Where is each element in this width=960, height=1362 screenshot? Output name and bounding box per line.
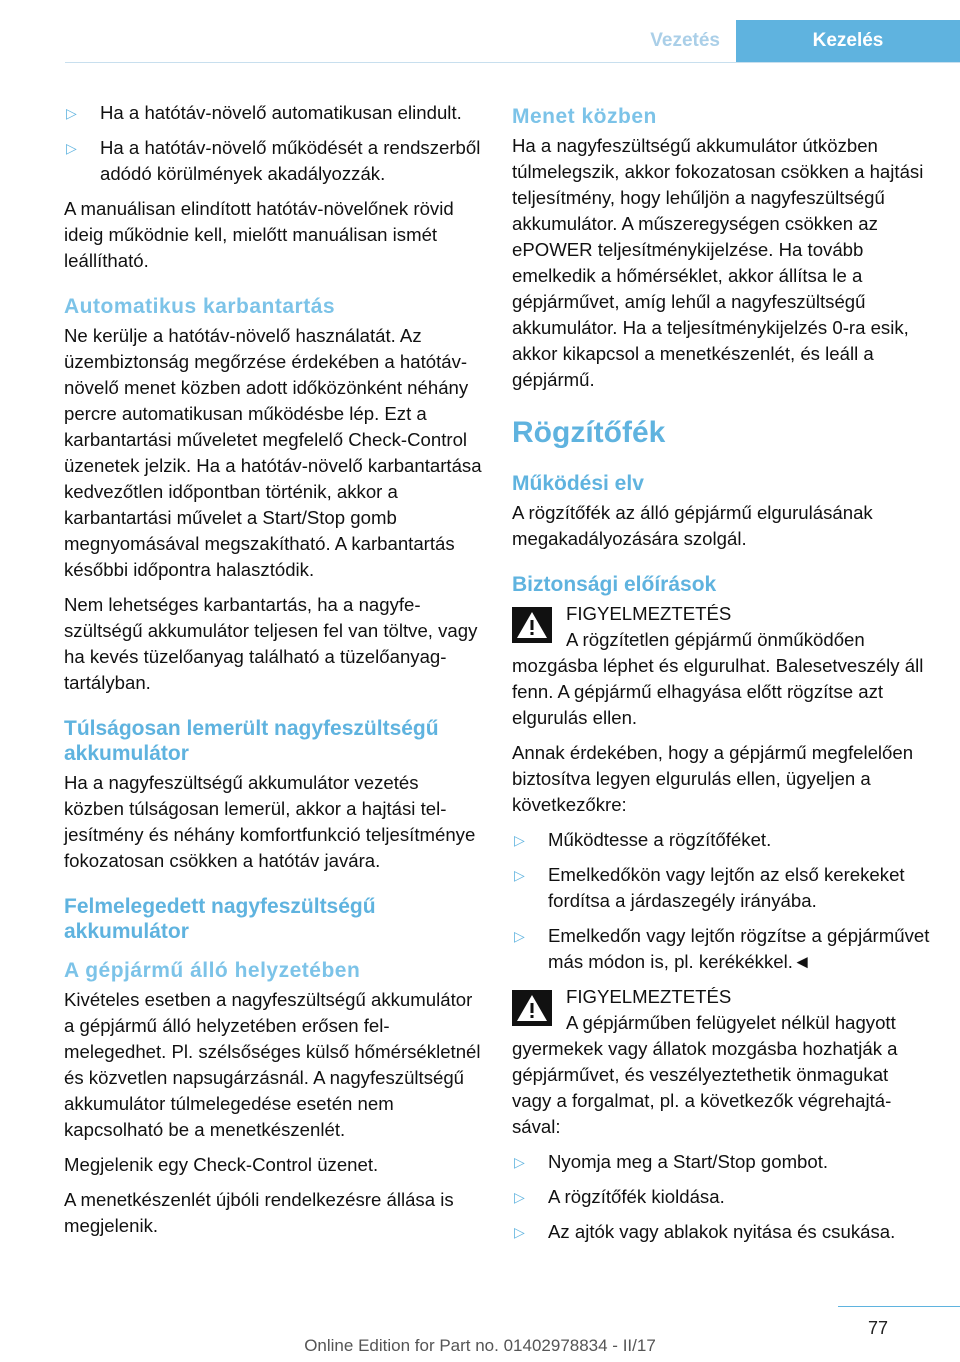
heading-automatic-maintenance: Automatikus karbantartás (64, 295, 336, 318)
paragraph: A menetkészenlét újbóli rendelkezésre állása is megjelenik. (64, 1189, 454, 1236)
triangle-bullet-icon: ▷ (514, 1224, 525, 1240)
left-column (64, 100, 482, 1248)
paragraph: A rögzítőfék az álló gépjármű elgurulásának megakadályozására szolgál. (512, 502, 873, 549)
paragraph: Kivételes esetben a nagyfeszültségű akkumulátor a gépjármű álló helyzetében erősen felmelegedhet. Pl. szélsőséges külső hőmérsékletnél és közvetlen napsugárzásnál. A nagyfeszültségű akkumulátor túlmelegedése esetén nem kapcsolható be a menetkészenlét. (64, 989, 481, 1140)
list-item: ▷ Nyomja meg a Start/Stop gombot. (512, 1149, 930, 1175)
warning-body: A rögzítetlen gépjármű önműködően mozgásba léphet és elgurulhat. Balesetveszély áll fenn. A gépjármű elhagyása előtt rögzítse azt elgurulás ellen. (512, 629, 924, 728)
paragraph: Megjelenik egy Check-Control üzenet. (64, 1154, 379, 1175)
heading-parking-brake: Rögzítőfék (512, 416, 666, 449)
paragraph: Ha a nagyfeszültségű akkumulátor útközben túlmelegszik, akkor fokozatosan csökken a hajtási teljesítmény, hogy lehűljön a nagyfeszültségű akkumulátor. A műszeregységen csökken az ePOWER teljesítménykijelzése. Ha tovább emelkedik a hőmérséklet, akkor állítsa le a gépjárművet, amíg lehűl a nagyfeszültségű akkumulátor. Ha a teljesítménykijelzés 0-ra esik, akkor kikapcsol a menetkészenlét, és leáll a gépjármű. (512, 135, 924, 390)
triangle-bullet-icon: ▷ (514, 928, 525, 944)
right-column (512, 100, 930, 1254)
tab-vezetes[interactable]: Vezetés (650, 30, 720, 51)
heading-while-driving: Menet közben (512, 105, 657, 128)
warning-triangle-icon (512, 990, 552, 1026)
warning-title: FIGYELMEZTETÉS (566, 603, 732, 624)
warning-body: A gépjárműben felügyelet nélkül hagyott gyermekek vagy állatok mozgásba hozhatják a gépjárművet, és veszélyeztethetik önmagukat vagy a forgalmat, pl. a következők végrehajtásával: (512, 1012, 898, 1137)
list-item: ▷ Az ajtók vagy ablakok nyitása és csukása. (512, 1219, 930, 1245)
list-item: ▷ A rögzítőfék kioldása. (512, 1184, 930, 1210)
page-number: 77 (867, 1318, 888, 1338)
list-item: ▷ Ha a hatótáv-növelő automatikusan elindult. (64, 100, 482, 126)
paragraph: A manuálisan elindított hatótáv-növelőnek rövid ideig működnie kell, mielőtt manuálisan ismét leállítható. (64, 198, 454, 271)
tab-kezeles[interactable]: Kezelés (736, 20, 960, 62)
heading-operating-principle: Működési elv (512, 472, 644, 495)
warning-title: FIGYELMEZTETÉS (566, 986, 732, 1007)
warning-block (512, 984, 930, 1010)
paragraph: Nem lehetséges karbantartás, ha a nagyfeszültségű akkumulátor teljesen fel van töltve, vagy ha kevés tüzelőanyag található a tüzelőanyag-tartályban. (64, 594, 478, 693)
triangle-bullet-icon: ▷ (514, 832, 525, 848)
triangle-bullet-icon: ▷ (66, 140, 77, 156)
footer-rule (838, 1306, 960, 1307)
triangle-bullet-icon: ▷ (514, 867, 525, 883)
list-item: ▷ Emelkedőn vagy lejtőn rögzítse a gépjárművet más módon is, pl. kerékékkel.◄ (514, 925, 930, 972)
paragraph: Ne kerülje a hatótáv-növelő használatát. Az üzembiztonság megőrzése érdekében a hatótáv-növelő menet közben adott időközönként néhány percre automatikusan működésbe lép. Ezt a karbantartási műveletet megfelelő Check-Control üzenetek jelzik. Ha a hatótáv-növelő karbantartása kedvezőtlen időpontban történik, akkor a karbantartási művelet a Start/Stop gomb megnyomásával megszakítható. A karbantartás későbbi időpontra halasztódik. (64, 325, 482, 580)
list-item: ▷ Emelkedőkön vagy lejtőn az első kerekeket fordítsa a járdaszegély irányába. (514, 864, 905, 911)
heading-overheated-battery: Felmelegedett nagyfeszültségű akkumulátor (64, 895, 376, 943)
triangle-bullet-icon: ▷ (514, 1154, 525, 1170)
heading-deep-discharge: Túlságosan lemerült nagyfeszültségű akkumulátor (64, 717, 439, 765)
page-header (65, 20, 960, 63)
footer-edition: Online Edition for Part no. 01402978834 - II/17 (304, 1336, 656, 1355)
triangle-bullet-icon: ▷ (514, 1189, 525, 1205)
paragraph: Ha a nagyfeszültségű akkumulátor vezetés közben túlságosan lemerül, akkor a hajtási teljesítmény és néhány komfortfunkció teljesítménye fokozatosan csökken a hatótáv javára. (64, 772, 476, 871)
list-item: ▷ Ha a hatótáv-növelő működését a rendszerből adódó körülmények akadályozzák. (66, 137, 481, 184)
heading-safety-instructions: Biztonsági előírások (512, 573, 717, 596)
warning-triangle-icon (512, 607, 552, 643)
list-item: ▷ Működtesse a rögzítőféket. (512, 827, 930, 853)
triangle-bullet-icon: ▷ (66, 105, 77, 121)
paragraph: Annak érdekében, hogy a gépjármű megfelelően biztosítva legyen elgurulás ellen, ügyeljen a következőkre: (512, 742, 914, 815)
heading-vehicle-standing: A gépjármű álló helyzetében (64, 959, 361, 982)
warning-block (512, 601, 930, 627)
